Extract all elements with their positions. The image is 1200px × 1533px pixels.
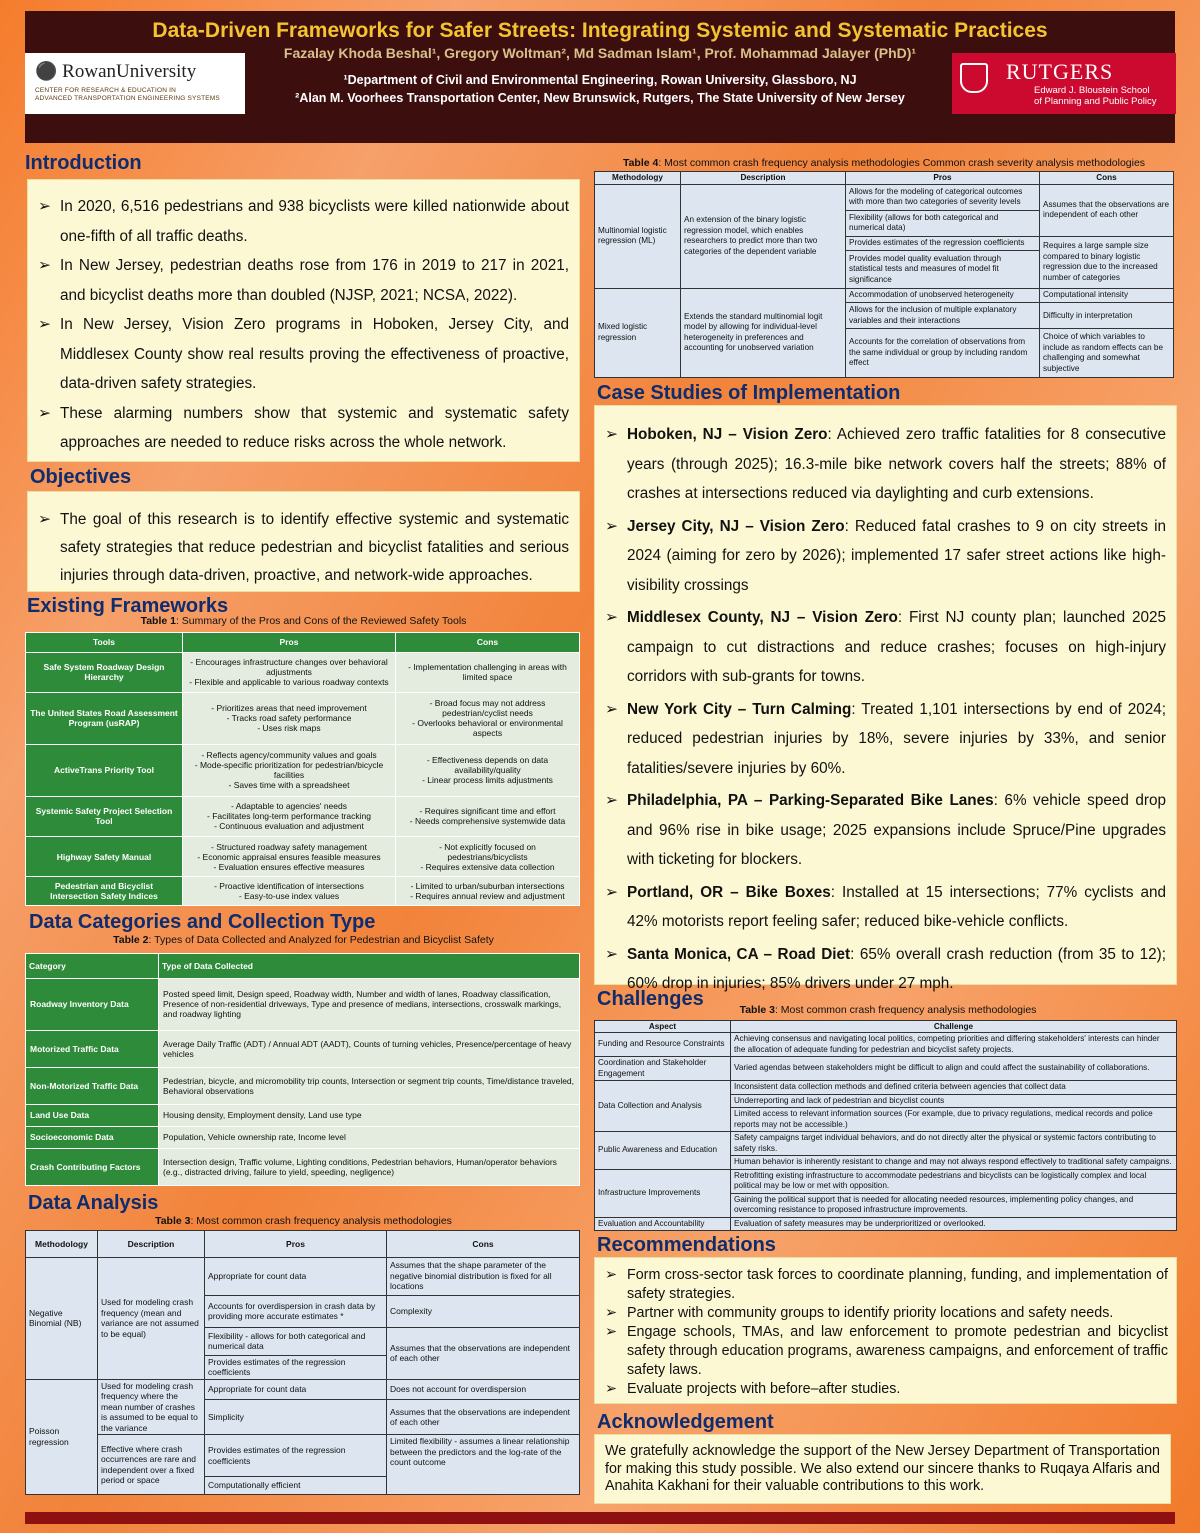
poster-title: Data-Driven Frameworks for Safer Streets: Integrating Systemic and Systematic Practices [152, 19, 1048, 42]
table-cell: Requires a large sample size compared to binary logistic regression due to the increased number of categories [1040, 236, 1174, 288]
table-cell: Appropriate for count data [205, 1257, 387, 1295]
table-cell: Accounts for the correlation of observations from the same individual or group by including random effect [846, 329, 1040, 378]
table-cell: Complexity [387, 1295, 580, 1327]
table-cell: - Broad focus may not address pedestrian/cyclist needs - Overlooks behavioral or environmental aspects [396, 692, 580, 744]
table-cell: Crash Contributing Factors [26, 1149, 159, 1186]
table-cell: Computationally efficient [205, 1477, 387, 1495]
introduction-box [27, 179, 580, 462]
introduction-heading: Introduction [25, 152, 142, 174]
table3-caption: Table 3: Most common crash frequency analysis methodologies [155, 1215, 452, 1227]
table-cell: Used for modeling crash frequency (mean and variance are not assumed to be equal) [98, 1257, 205, 1379]
analysis-heading: Data Analysis [28, 1192, 159, 1214]
frequency-methods-table: Methodology Description Pros Cons Negative Binomial (NB) Used for modeling crash frequency (mean and variance are not assumed to be equal) Appropriate for count data Assumes that the shape parameter of the negative binomial distribution is fixed for all locations Accounts for overdispersion in crash data by providing more accurate estimates * Complexity Flexibility - allows for both categorical and numerical data Assumes that the observations are independent of each other Provides estimates of the regression coefficients Poisson regression Used for modeling crash frequency where the mean number of crashes is assumed to be equal to the variance Appropriate for count data Does not account for overdispersion Simplicity Assumes that the observations are independent of each other Effective where crash occurrences are rare and independent over a fixed period or space Provides estimates of the regression coefficients Limited flexibility - assumes a linear relationship between the predictors and the log-rate of the count outcome Computationally efficient [25, 1230, 580, 1495]
table-row [595, 1169, 1177, 1193]
table-row [595, 1132, 1177, 1156]
table-cell: Systemic Safety Project Selection Tool [26, 796, 183, 836]
table-cell: - Implementation challenging in areas with limited space [396, 652, 580, 692]
rowan-logo: ⚫ RowanUniversity CENTER FOR RESEARCH & EDUCATION IN ADVANCED TRANSPORTATION ENGINEERING SYSTEMS [25, 53, 245, 114]
table-cell: - Not explicitly focused on pedestrians/bicyclists - Requires extensive data collection [396, 836, 580, 876]
table-row [26, 1126, 580, 1148]
list-item: ➢ The goal of this research is to identify effective systemic and systematic safety strategies that reduce pedestrian and bicyclist fatalities and serious injuries through data-driven, proactive, and network-wide approaches. [38, 506, 569, 590]
table-cell: Poisson regression [26, 1379, 98, 1495]
table-header: Aspect [595, 1021, 731, 1033]
table-row [26, 1149, 580, 1186]
case-study-item [605, 695, 1166, 784]
challenges-heading: Challenges [597, 988, 704, 1010]
table-cell: Achieving consensus and navigating local politics, competing priorities and differing stakeholders' interests can hinder the allocation of adequate funding for pedestrian and bicyclist safety projects. [731, 1033, 1177, 1057]
table-cell: Human behavior is inherently resistant to change and may not always respond effectively to traditional safety campaigns. [731, 1156, 1177, 1170]
table-cell: - Reflects agency/community values and goals - Mode-specific prioritization for pedestrian/bicycle facilities - Saves time with a spreadsheet [183, 744, 396, 796]
table-cell: Housing density, Employment density, Land use type [159, 1104, 580, 1126]
table-cell: Used for modeling crash frequency where the mean number of crashes is assumed to be equal to the variance [98, 1379, 205, 1435]
table-row [26, 836, 580, 876]
case-study-title: Portland, OR – Bike Boxes [627, 883, 831, 901]
table-row [26, 1067, 580, 1104]
case-study-title: Jersey City, NJ – Vision Zero [627, 517, 845, 535]
table-cell: Posted speed limit, Design speed, Roadway width, Number and width of lanes, Roadway classification, Presence of non-residential driveways, Type and presence of medians, intersections, crosswalk markings, and roadway lighting [159, 979, 580, 1031]
table-cell: Appropriate for count data [205, 1379, 387, 1400]
frameworks-heading: Existing Frameworks [27, 595, 229, 617]
case-study-text: : First NJ county plan; launched 2025 campaign to cut distractions and reduce crashes; focuses on high-injury corridors with sub-grants for towns. [627, 609, 1166, 685]
table-cell: - Encourages infrastructure changes over behavioral adjustments - Flexible and applicable to various roadway contexts [183, 652, 396, 692]
datacat-heading: Data Categories and Collection Type [29, 911, 376, 933]
table-cell: Pedestrian, bicycle, and micromobility trip counts, Intersection or segment trip counts, Time/distance traveled, Behavioral observations [159, 1067, 580, 1104]
rutgers-logo: RUTGERS Edward J. Bloustein School of Planning and Public Policy [952, 53, 1176, 114]
table-cell: Underreporting and lack of pedestrian and bicyclist counts [731, 1094, 1177, 1108]
table-cell: Negative Binomial (NB) [26, 1257, 98, 1379]
affiliation-2: ²Alan M. Voorhees Transportation Center, New Brunswick, Rutgers, The State University of New Jersey [295, 91, 905, 105]
table-row [26, 877, 580, 906]
table-cell: Population, Vehicle ownership rate, Income level [159, 1126, 580, 1148]
table-cell: Average Daily Traffic (ADT) / Annual ADT (AADT), Counts of turning vehicles, Presence/percentage of heavy vehicles [159, 1030, 580, 1067]
table-cell: Provides estimates of the regression coefficients [205, 1355, 387, 1379]
table-row [26, 796, 580, 836]
case-study-item [605, 878, 1166, 937]
table-cell: Motorized Traffic Data [26, 1030, 159, 1067]
case-study-title: Philadelphia, PA – Parking-Separated Bike Lanes [627, 792, 994, 809]
table-cell: Allows for the modeling of categorical outcomes with more than two categories of severity levels [846, 184, 1040, 210]
table-cell: Mixed logistic regression [595, 288, 681, 377]
table-row [595, 1081, 1177, 1095]
table-cell: Varied agendas between stakeholders might be difficult to align and could affect the sustainability of collaborations. [731, 1057, 1177, 1081]
table-row [26, 692, 580, 744]
recommendations-heading: Recommendations [597, 1234, 776, 1256]
table2-caption: Table 2: Types of Data Collected and Analyzed for Pedestrian and Bicyclist Safety [113, 934, 494, 946]
table-header: Challenge [731, 1021, 1177, 1033]
table-cell: Extends the standard multinomial logit model by allowing for individual-level heterogeneity in preferences and accounting for unobserved variation [681, 288, 846, 377]
table-header: Cons [396, 633, 580, 653]
case-study-text: : 65% overall crash reduction (from 35 to 12); 60% drop in injuries; 85% drivers under 27 mph. [627, 945, 1166, 992]
case-study-item [605, 512, 1166, 601]
shield-icon [960, 63, 988, 93]
case-studies-box [594, 405, 1177, 992]
table-cell: Intersection design, Traffic volume, Lighting conditions, Pedestrian behaviors, Human/operator behaviors (e.g., distracted driving, failure to yield, speeding, negligence) [159, 1149, 580, 1186]
case-study-text: : Treated 1,101 intersections by end of 2024; reduced pedestrian injuries by 18%, severe injuries by 33%, and senior fatalities/severe injuries by 60%. [627, 700, 1166, 777]
table-cell: Evaluation and Accountability [595, 1217, 731, 1231]
list-item: ➢ Form cross-sector task forces to coordinate planning, funding, and implementation of safety strategies. [605, 1266, 1168, 1304]
table-cell: Public Awareness and Education [595, 1132, 731, 1170]
table-cell: Gaining the political support that is needed for allocating needed resources, implementing policy changes, and overcoming resistance to proposed infrastructure improvements. [731, 1193, 1177, 1217]
table-cell: - Proactive identification of intersections - Easy-to-use index values [183, 877, 396, 906]
table-cell: Provides estimates of the regression coefficients [846, 236, 1040, 251]
table4-caption: Table 4: Most common crash frequency analysis methodologies Common crash severity analysis methodologies [622, 157, 1146, 169]
affiliation-1: ¹Department of Civil and Environmental Engineering, Rowan University, Glassboro, NJ [343, 73, 857, 87]
table-cell: Coordination and Stakeholder Engagement [595, 1057, 731, 1081]
acknowledgement-box: We gratefully acknowledge the support of the New Jersey Department of Transportation for making this study possible. We also extend our sincere thanks to Ruqaya Alfaris and Anahita Kakhani for their valuable contributions to this work. [594, 1434, 1171, 1504]
table-row [26, 744, 580, 796]
table-cell: ActiveTrans Priority Tool [26, 744, 183, 796]
table-cell: Does not account for overdispersion [387, 1379, 580, 1400]
table-cell: Difficulty in interpretation [1040, 303, 1174, 329]
challenges-table-caption: Table 3: Most common crash frequency analysis methodologies [739, 1004, 1037, 1016]
table-cell: Funding and Resource Constraints [595, 1033, 731, 1057]
table-cell: Pedestrian and Bicyclist Intersection Safety Indices [26, 877, 183, 906]
table-cell: Accounts for overdispersion in crash data by providing more accurate estimates * [205, 1295, 387, 1327]
table-cell: Evaluation of safety measures may be underprioritized or overlooked. [731, 1217, 1177, 1231]
table-row [595, 1057, 1177, 1081]
case-study-title: Middlesex County, NJ – Vision Zero [627, 609, 898, 626]
list-item: ➢ Evaluate projects with before–after studies. [605, 1380, 1168, 1399]
objectives-box [27, 491, 580, 592]
list-item: ➢ In New Jersey, Vision Zero programs in Hoboken, Jersey City, and Middlesex County show real results proving the effectiveness of proactive, data-driven safety strategies. [38, 310, 569, 399]
table-cell: Limited flexibility - assumes a linear relationship between the predictors and the log-rate of the count outcome [387, 1435, 580, 1495]
table-cell: Safe System Roadway Design Hierarchy [26, 652, 183, 692]
table-cell: Accommodation of unobserved heterogeneity [846, 288, 1040, 303]
table-row [26, 1104, 580, 1126]
table-cell: Computational intensity [1040, 288, 1174, 303]
table-row [26, 652, 580, 692]
table-cell: Assumes that the observations are independent of each other [387, 1327, 580, 1379]
recommendations-box [594, 1257, 1177, 1404]
table-cell: Assumes that the observations are independent of each other [387, 1400, 580, 1435]
list-item: ➢ In 2020, 6,516 pedestrians and 938 bicyclists were killed nationwide about one-fifth of all traffic deaths. [38, 192, 569, 251]
table-cell: Provides estimates of the regression coefficients [205, 1435, 387, 1477]
table-row [26, 979, 580, 1031]
table-header: Pros [183, 633, 396, 653]
poster-authors: Fazalay Khoda Beshal¹, Gregory Woltman², Md Sadman Islam¹, Prof. Mohammad Jalayer (PhD)¹ [283, 45, 917, 61]
table-cell: Provides model quality evaluation through statistical tests and measures of model fit significance [846, 251, 1040, 288]
table-cell: - Prioritizes areas that need improvement - Tracks road safety performance - Uses risk maps [183, 692, 396, 744]
table-header: Tools [26, 633, 183, 653]
poster-header [25, 11, 1175, 143]
table-cell: Inconsistent data collection methods and defined criteria between agencies that collect data [731, 1081, 1177, 1095]
table-cell: - Structured roadway safety management - Economic appraisal ensures feasible measures - Evaluation ensures effective measures [183, 836, 396, 876]
case-study-item [605, 603, 1166, 692]
table-cell: - Effectiveness depends on data availability/quality - Linear process limits adjustments [396, 744, 580, 796]
acknowledgement-heading: Acknowledgement [597, 1411, 774, 1433]
case-study-title: Hoboken, NJ – Vision Zero [627, 426, 828, 443]
table-cell: Data Collection and Analysis [595, 1081, 731, 1132]
case-study-title: New York City – Turn Calming [627, 700, 852, 718]
table-cell: Allows for the inclusion of multiple explanatory variables and their interactions [846, 303, 1040, 329]
table-cell: Socioeconomic Data [26, 1126, 159, 1148]
table-cell: The United States Road Assessment Program (usRAP) [26, 692, 183, 744]
case-study-text: : Reduced fatal crashes to 9 on city streets in 2024 (aiming for zero by 2026); implemented 17 safer street actions like high-visibility crossings [627, 517, 1166, 594]
table-cell: Roadway Inventory Data [26, 979, 159, 1031]
table-cell: Choice of which variables to include as random effects can be challenging and somewhat subjective [1040, 329, 1174, 378]
table-cell: - Requires significant time and effort - Needs comprehensive systemwide data [396, 796, 580, 836]
footer-bar [25, 1512, 1175, 1524]
table-cell: Multinomial logistic regression (ML) [595, 184, 681, 288]
table-cell: Effective where crash occurrences are rare and independent over a fixed period or space [98, 1435, 205, 1495]
table-cell: Safety campaigns target individual behaviors, and do not directly alter the physical or systemic factors contributing to safety risks. [731, 1132, 1177, 1156]
case-study-text: : 6% vehicle speed drop and 96% rise in bike usage; 2025 expansions include Spruce/Pine upgrades with ticketing for blockers. [627, 792, 1166, 868]
case-study-text: : Installed at 15 intersections; 77% cyclists and 42% motorists report feeling safer; reduced bike-vehicle conflicts. [627, 883, 1166, 930]
table-cell: Assumes that the observations are independent of each other [1040, 184, 1174, 236]
list-item: ➢ These alarming numbers show that systemic and systematic safety approaches are needed to reduce risks across the whole network. [38, 399, 569, 458]
table-cell: - Adaptable to agencies' needs - Facilitates long-term performance tracking - Continuous evaluation and adjustment [183, 796, 396, 836]
table-header: Category [26, 954, 159, 979]
case-study-item [605, 786, 1166, 875]
table-cell: Limited access to relevant information sources (For example, due to privacy regulations, medical records and police reports may not be accessible.) [731, 1108, 1177, 1132]
table-cell: Highway Safety Manual [26, 836, 183, 876]
table-cell: - Limited to urban/suburban intersections - Requires annual review and adjustment [396, 877, 580, 906]
case-study-item [605, 420, 1166, 509]
list-item: ➢ In New Jersey, pedestrian deaths rose from 176 in 2019 to 217 in 2021, and bicyclist deaths more than doubled (NJSP, 2021; NCSA, 2022). [38, 251, 569, 310]
severity-methods-table: Methodology Description Pros Cons Multinomial logistic regression (ML) An extension of the binary logistic regression model, which enables researchers to predict more than two categories of the dependent variable Allows for the modeling of categorical outcomes with more than two categories of severity levels Assumes that the observations are independent of each other Flexibility (allows for both categorical and numerical data) Provides estimates of the regression coefficients Requires a large sample size compared to binary logistic regression due to the increased number of categories Provides model quality evaluation through statistical tests and measures of model fit significance Mixed logistic regression Extends the standard multinomial logit model by allowing for individual-level heterogeneity in preferences and accounting for unobserved variation Accommodation of unobserved heterogeneity Computational intensity Allows for the inclusion of multiple explanatory variables and their interactions Difficulty in interpretation Accounts for the correlation of observations from the same individual or group by including random effect Choice of which variables to include as random effects can be challenging and somewhat subjective [594, 171, 1174, 378]
table-cell: An extension of the binary logistic regression model, which enables researchers to predict more than two categories of the dependent variable [681, 184, 846, 288]
table1-caption: Table 1: Summary of the Pros and Cons of the Reviewed Safety Tools [140, 615, 467, 627]
table-cell: Flexibility (allows for both categorical and numerical data) [846, 210, 1040, 236]
case-study-text: : Achieved zero traffic fatalities for 8 consecutive years (through 2025); 16.3-mile bike network covers half the streets; 88% of crashes at intersections reduced via daylighting and curb extensions. [627, 426, 1166, 502]
table-row [595, 1217, 1177, 1231]
table-row [26, 1030, 580, 1067]
cases-heading: Case Studies of Implementation [597, 382, 901, 404]
table-cell: Flexibility - allows for both categorical and numerical data [205, 1327, 387, 1355]
table-cell: Assumes that the shape parameter of the negative binomial distribution is fixed for all locations [387, 1257, 580, 1295]
list-item: ➢ Engage schools, TMAs, and law enforcement to promote pedestrian and bicyclist safety through education programs, awareness campaigns, and enforcement of traffic safety laws. [605, 1323, 1168, 1380]
challenges-table [594, 1020, 1177, 1231]
objectives-heading: Objectives [30, 466, 132, 488]
data-categories-table [25, 953, 580, 1186]
table-header: Type of Data Collected [159, 954, 580, 979]
table-cell: Simplicity [205, 1400, 387, 1435]
table-cell: Land Use Data [26, 1104, 159, 1126]
frameworks-table [25, 632, 580, 906]
table-cell: Retrofitting existing infrastructure to accommodate pedestrians and bicyclists can be logistically complex and local political may be low or met with opposition. [731, 1169, 1177, 1193]
table-cell: Non-Motorized Traffic Data [26, 1067, 159, 1104]
table-cell: Infrastructure Improvements [595, 1169, 731, 1217]
table-row [595, 1033, 1177, 1057]
case-study-title: Santa Monica, CA – Road Diet [627, 945, 851, 963]
list-item: ➢ Partner with community groups to identify priority locations and safety needs. [605, 1304, 1168, 1323]
